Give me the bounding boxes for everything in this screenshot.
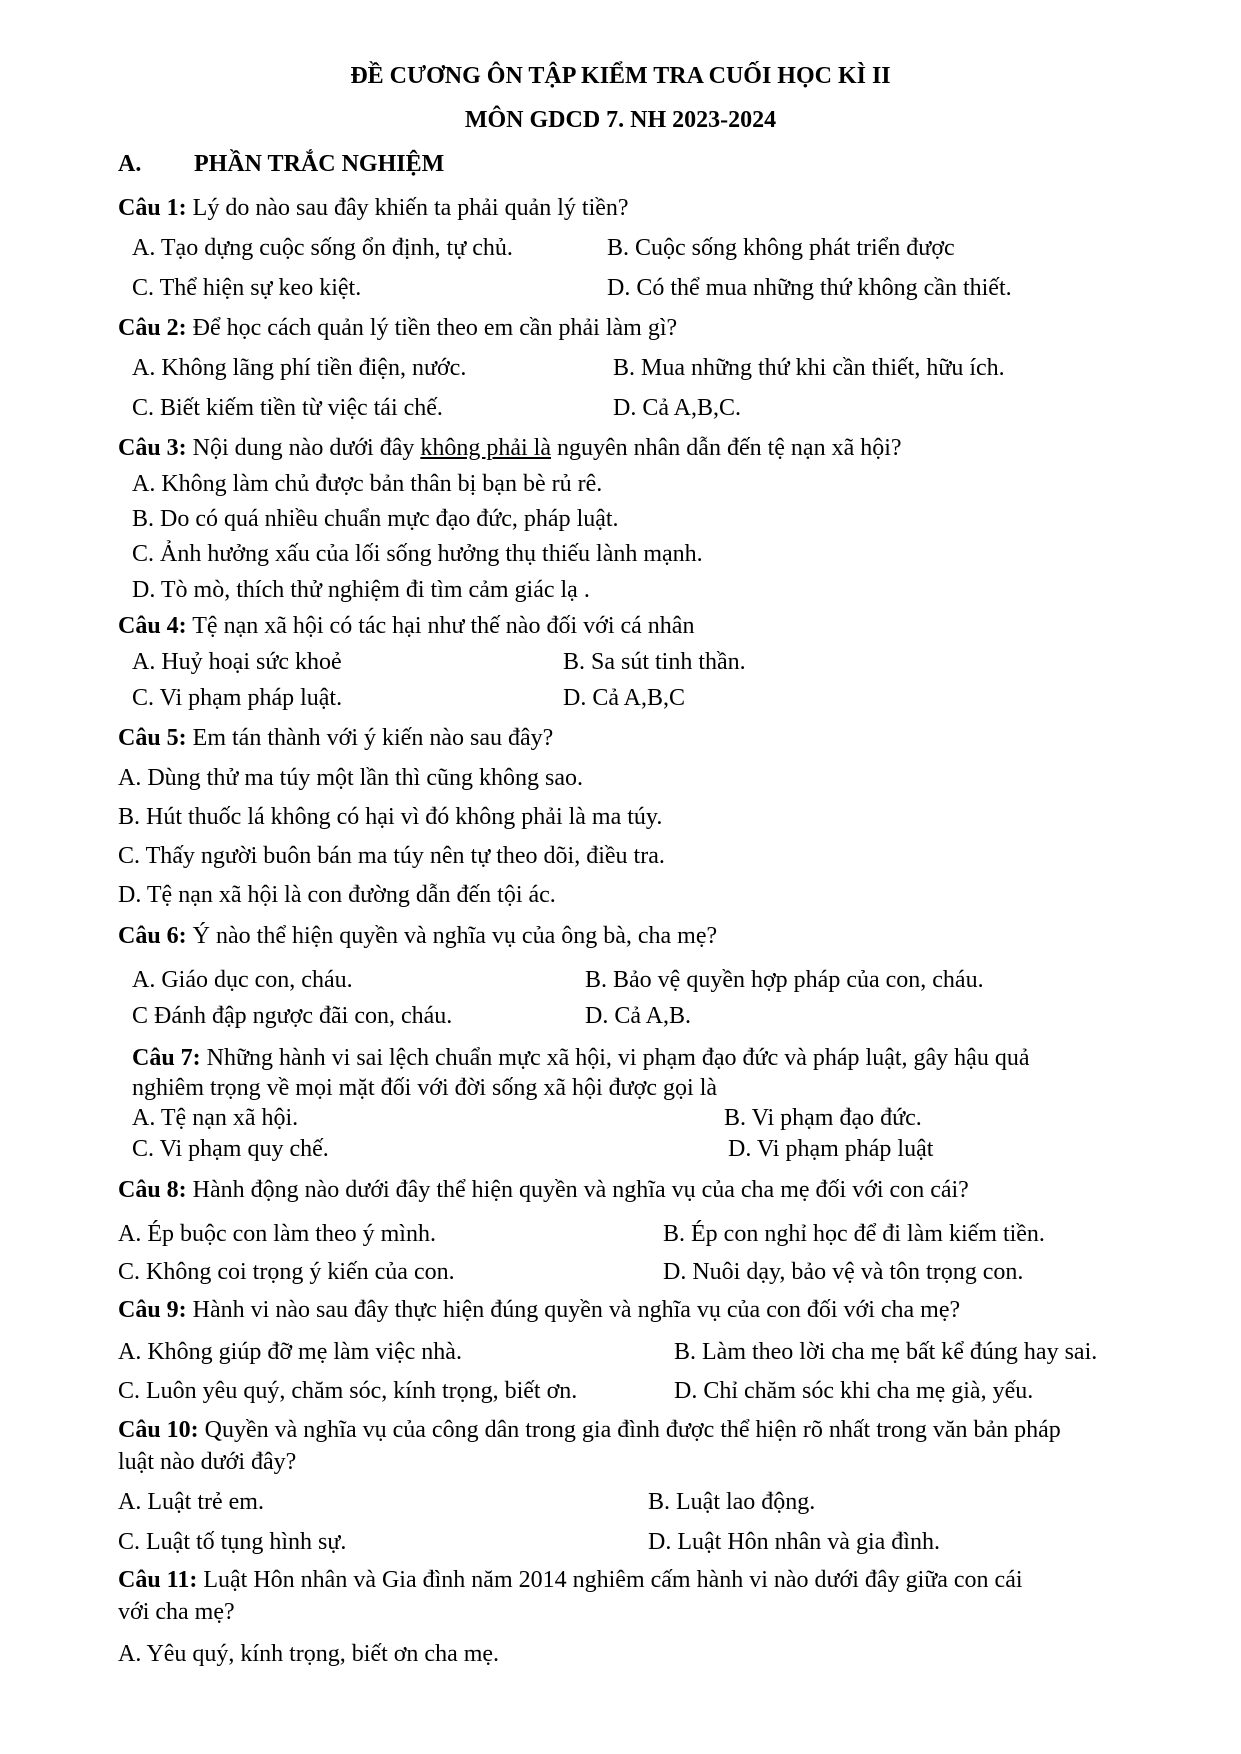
question-2 <box>118 314 677 342</box>
question-text: Em tán thành với ý kiến nào sau đây? <box>192 725 554 751</box>
question-11 <box>118 1566 1023 1594</box>
option-2a: A. Không lãng phí tiền điện, nước. <box>132 355 467 381</box>
option-10a: A. Luật trẻ em. <box>118 1489 264 1515</box>
question-label: Câu 6: <box>118 923 187 949</box>
section-letter: A. <box>118 151 142 177</box>
option-2b: B. Mua những thứ khi cần thiết, hữu ích. <box>613 355 1005 381</box>
option-2c: C. Biết kiếm tiền từ việc tái chế. <box>132 395 443 421</box>
option-3b: B. Do có quá nhiều chuẩn mực đạo đức, pháp luật. <box>132 506 619 532</box>
option-9c: C. Luôn yêu quý, chăm sóc, kính trọng, biết ơn. <box>118 1378 578 1404</box>
option-8b: B. Ép con nghỉ học để đi làm kiếm tiền. <box>663 1221 1045 1247</box>
question-7 <box>132 1044 1029 1072</box>
option-11a: A. Yêu quý, kính trọng, biết ơn cha mẹ. <box>118 1641 500 1667</box>
option-8c: C. Không coi trọng ý kiến của con. <box>118 1259 455 1285</box>
option-5d: D. Tệ nạn xã hội là con đường dẫn đến tội ác. <box>118 882 556 908</box>
option-4d: D. Cả A,B,C <box>563 685 686 711</box>
option-2d: D. Cả A,B,C. <box>613 395 742 421</box>
question-label: Câu 8: <box>118 1177 187 1203</box>
question-text: Để học cách quản lý tiền theo em cần phải làm gì? <box>192 315 678 341</box>
option-8a: A. Ép buộc con làm theo ý mình. <box>118 1221 436 1247</box>
section-title: PHẦN TRẮC NGHIỆM <box>194 151 445 177</box>
option-3d: D. Tò mò, thích thử nghiệm đi tìm cảm giác lạ . <box>132 577 590 603</box>
question-text: Tệ nạn xã hội có tác hại như thế nào đối với cá nhân <box>192 613 695 639</box>
question-text: Luật Hôn nhân và Gia đình năm 2014 nghiêm cấm hành vi nào dưới đây giữa con cái <box>203 1567 1023 1593</box>
question-3 <box>118 434 902 462</box>
option-4b: B. Sa sút tinh thần. <box>563 649 746 675</box>
question-label: Câu 4: <box>118 613 187 639</box>
option-5b: B. Hút thuốc lá không có hại vì đó không phải là ma túy. <box>118 804 663 830</box>
option-3c: C. Ảnh hưởng xấu của lối sống hưởng thụ thiếu lành mạnh. <box>132 541 703 567</box>
question-text: Lý do nào sau đây khiến ta phải quản lý tiền? <box>192 195 629 221</box>
option-10d: D. Luật Hôn nhân và gia đình. <box>648 1529 940 1555</box>
option-4a: A. Huỷ hoại sức khoẻ <box>132 649 342 675</box>
document-subtitle: MÔN GDCD 7. NH 2023-2024 <box>464 107 777 133</box>
question-label: Câu 5: <box>118 725 187 751</box>
option-9a: A. Không giúp đỡ mẹ làm việc nhà. <box>118 1339 462 1365</box>
question-label: Câu 11: <box>118 1567 198 1593</box>
question-8 <box>118 1176 969 1204</box>
question-text: Hành động nào dưới đây thể hiện quyền và nghĩa vụ của cha mẹ đối với con cái? <box>192 1177 969 1203</box>
question-label: Câu 10: <box>118 1417 199 1443</box>
question-label: Câu 9: <box>118 1297 187 1323</box>
question-9 <box>118 1296 960 1324</box>
question-label: Câu 7: <box>132 1045 201 1071</box>
option-10b: B. Luật lao động. <box>648 1489 816 1515</box>
option-1c: C. Thể hiện sự keo kiệt. <box>132 275 362 301</box>
question-text-after: nguyên nhân dẫn đến tệ nạn xã hội? <box>556 435 902 461</box>
option-7c: C. Vi phạm quy chế. <box>132 1136 329 1162</box>
option-6c: C Đánh đập ngược đãi con, cháu. <box>132 1003 453 1029</box>
question-label: Câu 2: <box>118 315 187 341</box>
option-7a: A. Tệ nạn xã hội. <box>132 1105 299 1131</box>
option-1d: D. Có thể mua những thứ không cần thiết. <box>607 275 1012 301</box>
option-8d: D. Nuôi dạy, bảo vệ và tôn trọng con. <box>663 1259 1024 1285</box>
question-10-line-2: luật nào dưới đây? <box>118 1449 297 1475</box>
option-3a: A. Không làm chủ được bản thân bị bạn bè rủ rê. <box>132 471 603 497</box>
question-text: Những hành vi sai lệch chuẩn mực xã hội, vi phạm đạo đức và pháp luật, gây hậu quả <box>206 1045 1030 1071</box>
option-6d: D. Cả A,B. <box>585 1003 692 1029</box>
option-1b: B. Cuộc sống không phát triển được <box>607 235 955 261</box>
document-title: ĐỀ CƯƠNG ÔN TẬP KIỂM TRA CUỐI HỌC KÌ II <box>350 63 891 89</box>
question-label: Câu 3: <box>118 435 187 461</box>
question-text: Quyền và nghĩa vụ của công dân trong gia đình được thể hiện rõ nhất trong văn bản pháp <box>204 1417 1061 1443</box>
option-10c: C. Luật tố tụng hình sự. <box>118 1529 347 1555</box>
question-4 <box>118 612 694 640</box>
option-6a: A. Giáo dục con, cháu. <box>132 967 353 993</box>
question-text-before: Nội dung nào dưới đây <box>192 435 415 461</box>
question-11-line-2: với cha mẹ? <box>118 1599 235 1625</box>
question-text-underlined: không phải là <box>420 435 551 461</box>
question-6 <box>118 922 717 950</box>
question-label: Câu 1: <box>118 195 187 221</box>
option-4c: C. Vi phạm pháp luật. <box>132 685 343 711</box>
question-7-line-2: nghiêm trọng về mọi mặt đối với đời sống xã hội được gọi là <box>132 1075 718 1101</box>
option-5c: C. Thấy người buôn bán ma túy nên tự theo dõi, điều tra. <box>118 843 665 869</box>
option-6b: B. Bảo vệ quyền hợp pháp của con, cháu. <box>585 967 984 993</box>
option-1a: A. Tạo dựng cuộc sống ổn định, tự chủ. <box>132 235 513 261</box>
question-text: Hành vi nào sau đây thực hiện đúng quyền và nghĩa vụ của con đối với cha mẹ? <box>192 1297 961 1323</box>
option-9b: B. Làm theo lời cha mẹ bất kể đúng hay sai. <box>674 1339 1098 1365</box>
question-1 <box>118 194 629 222</box>
question-10 <box>118 1416 1061 1444</box>
question-5 <box>118 724 553 752</box>
option-7b: B. Vi phạm đạo đức. <box>724 1105 922 1131</box>
option-9d: D. Chỉ chăm sóc khi cha mẹ già, yếu. <box>674 1378 1034 1404</box>
question-text: Ý nào thể hiện quyền và nghĩa vụ của ông bà, cha mẹ? <box>192 923 718 949</box>
option-7d: D. Vi phạm pháp luật <box>728 1136 934 1162</box>
option-5a: A. Dùng thử ma túy một lần thì cũng không sao. <box>118 765 583 791</box>
